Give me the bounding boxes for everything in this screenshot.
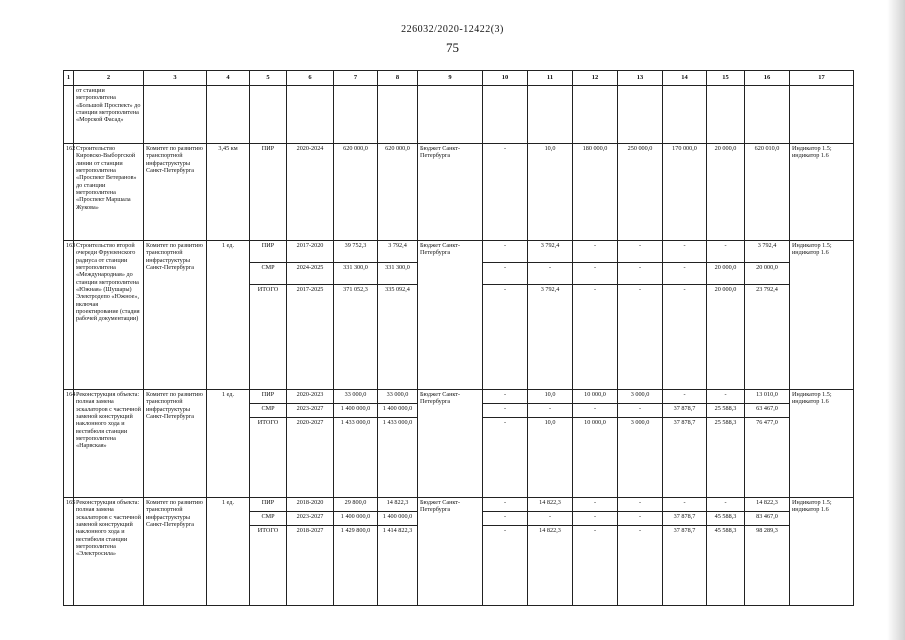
value-cell: - <box>483 263 528 285</box>
value-cell: 3 000,0 <box>618 418 663 498</box>
indicator: Индикатор 1.5; индикатор 1.6 <box>790 144 854 241</box>
column-header-row <box>64 71 854 86</box>
column-header: 8 <box>378 71 418 86</box>
remaining-cost: 14 822,3 <box>378 498 418 512</box>
value-cell: - <box>618 285 663 390</box>
remaining-cost: 1 400 000,0 <box>378 404 418 418</box>
work-type: ИТОГО <box>250 285 287 390</box>
remaining-cost: 331 300,0 <box>378 263 418 285</box>
column-header: 9 <box>418 71 483 86</box>
work-type: ПИР <box>250 241 287 263</box>
table-row <box>64 144 854 241</box>
value-cell: 37 878,7 <box>663 526 707 606</box>
value-cell: 250 000,0 <box>618 144 663 241</box>
period: 2018-2020 <box>287 498 334 512</box>
value-cell: 10,0 <box>528 144 573 241</box>
scan-edge-shadow <box>887 0 905 640</box>
value-cell: 170 000,0 <box>663 144 707 241</box>
remaining-cost: 33 000,0 <box>378 390 418 404</box>
work-type: ПИР <box>250 144 287 241</box>
value-cell: - <box>528 512 573 526</box>
value-cell: - <box>483 390 528 404</box>
value-cell: - <box>483 285 528 390</box>
value-cell: 3 792,4 <box>528 241 573 263</box>
value-cell: 20 000,0 <box>707 285 745 390</box>
object-name: Реконструкция объекта: полная замена эскалаторов с частичной заменой конструкций наклонного хода и вестибюля станции метрополитена «Электросила» <box>74 498 144 606</box>
value-cell: - <box>528 263 573 285</box>
value-cell: - <box>573 512 618 526</box>
agency: Комитет по развитию транспортной инфраструктуры Санкт-Петербурга <box>144 390 207 498</box>
work-type: ИТОГО <box>250 526 287 606</box>
value-cell: 25 588,3 <box>707 418 745 498</box>
value-cell: - <box>483 418 528 498</box>
column-header: 2 <box>74 71 144 86</box>
value-cell: 3 792,4 <box>745 241 790 263</box>
row-number: 164 <box>64 390 74 498</box>
column-header: 14 <box>663 71 707 86</box>
column-header: 4 <box>207 71 250 86</box>
period: 2023-2027 <box>287 404 334 418</box>
value-cell: - <box>618 263 663 285</box>
row-number: 163 <box>64 241 74 390</box>
period: 2020-2024 <box>287 144 334 241</box>
value-cell: - <box>618 512 663 526</box>
value-cell: 37 878,7 <box>663 512 707 526</box>
value-cell: 63 467,0 <box>745 404 790 418</box>
value-cell: - <box>573 285 618 390</box>
value-cell: - <box>573 404 618 418</box>
page-number: 75 <box>446 40 459 55</box>
value-cell: - <box>707 498 745 512</box>
column-header: 15 <box>707 71 745 86</box>
value-cell: - <box>483 144 528 241</box>
value-cell: - <box>707 241 745 263</box>
column-header: 16 <box>745 71 790 86</box>
table-row <box>64 241 854 263</box>
total-cost: 1 429 800,0 <box>334 526 378 606</box>
value-cell: 180 000,0 <box>573 144 618 241</box>
funding-source: Бюджет Санкт-Петербурга <box>418 144 483 241</box>
value-cell: - <box>663 498 707 512</box>
program-table-container <box>63 70 853 630</box>
value-cell: 14 822,3 <box>528 526 573 606</box>
unit: 1 ед. <box>207 390 250 498</box>
continuation-row <box>64 86 854 144</box>
value-cell: - <box>483 512 528 526</box>
agency: Комитет по развитию транспортной инфраструктуры Санкт-Петербурга <box>144 498 207 606</box>
object-name: Реконструкция объекта: полная замена эскалаторов с частичной заменой конструкций наклонного хода и вестибюля станции метрополитена «Нарвская» <box>74 390 144 498</box>
value-cell: - <box>618 241 663 263</box>
unit: 3,45 км <box>207 144 250 241</box>
period: 2020-2023 <box>287 390 334 404</box>
funding-source: Бюджет Санкт-Петербурга <box>418 498 483 606</box>
value-cell: 98 289,3 <box>745 526 790 606</box>
indicator: Индикатор 1.5; индикатор 1.6 <box>790 241 854 390</box>
row-number: 165 <box>64 498 74 606</box>
value-cell: 3 000,0 <box>618 390 663 404</box>
value-cell: 83 467,0 <box>745 512 790 526</box>
value-cell: 10,0 <box>528 418 573 498</box>
value-cell: - <box>573 263 618 285</box>
value-cell: - <box>618 498 663 512</box>
value-cell: 37 878,7 <box>663 418 707 498</box>
unit: 1 ед. <box>207 241 250 390</box>
column-header: 7 <box>334 71 378 86</box>
column-header: 6 <box>287 71 334 86</box>
value-cell: - <box>663 390 707 404</box>
value-cell: 45 588,3 <box>707 526 745 606</box>
column-header: 12 <box>573 71 618 86</box>
row-number: 162 <box>64 144 74 241</box>
total-cost: 371 052,3 <box>334 285 378 390</box>
value-cell: - <box>573 241 618 263</box>
value-cell: 3 792,4 <box>528 285 573 390</box>
remaining-cost: 1 433 000,0 <box>378 418 418 498</box>
document-id: 226032/2020-12422(3) <box>401 24 504 35</box>
value-cell: 45 588,3 <box>707 512 745 526</box>
period: 2024-2025 <box>287 263 334 285</box>
value-cell: - <box>483 526 528 606</box>
total-cost: 29 800,0 <box>334 498 378 512</box>
value-cell: 20 000,0 <box>745 263 790 285</box>
period: 2020-2027 <box>287 418 334 498</box>
remaining-cost: 335 092,4 <box>378 285 418 390</box>
value-cell: - <box>483 498 528 512</box>
value-cell: - <box>618 404 663 418</box>
value-cell: - <box>663 263 707 285</box>
period: 2017-2025 <box>287 285 334 390</box>
work-type: ИТОГО <box>250 418 287 498</box>
value-cell: 14 822,3 <box>528 498 573 512</box>
column-header: 3 <box>144 71 207 86</box>
indicator: Индикатор 1.5; индикатор 1.6 <box>790 498 854 606</box>
value-cell: 20 000,0 <box>707 263 745 285</box>
column-header: 10 <box>483 71 528 86</box>
object-name: от станции метрополитена «Большой Проспект» до станции метрополитена «Морской Фасад» <box>74 86 144 144</box>
work-type: СМР <box>250 263 287 285</box>
value-cell: - <box>707 390 745 404</box>
agency: Комитет по развитию транспортной инфраструктуры Санкт-Петербурга <box>144 241 207 390</box>
total-cost: 39 752,3 <box>334 241 378 263</box>
period: 2023-2027 <box>287 512 334 526</box>
column-header: 5 <box>250 71 287 86</box>
value-cell: - <box>573 498 618 512</box>
column-header: 13 <box>618 71 663 86</box>
value-cell: 10,0 <box>528 390 573 404</box>
value-cell: - <box>663 241 707 263</box>
total-cost: 1 400 000,0 <box>334 512 378 526</box>
value-cell: - <box>573 526 618 606</box>
value-cell: 14 822,3 <box>745 498 790 512</box>
remaining-cost: 620 000,0 <box>378 144 418 241</box>
value-cell: 13 010,0 <box>745 390 790 404</box>
value-cell: 25 588,3 <box>707 404 745 418</box>
value-cell: 23 792,4 <box>745 285 790 390</box>
work-type: СМР <box>250 512 287 526</box>
value-cell: - <box>483 404 528 418</box>
value-cell: - <box>528 404 573 418</box>
total-cost: 620 000,0 <box>334 144 378 241</box>
total-cost: 1 433 000,0 <box>334 418 378 498</box>
value-cell: 76 477,0 <box>745 418 790 498</box>
value-cell: - <box>618 526 663 606</box>
program-table <box>63 70 854 606</box>
object-name: Строительство Кировско-Выборгской линии от станции метрополитена «Проспект Ветеранов» до станции метрополитена «Проспект Маршала Жукова» <box>74 144 144 241</box>
work-type: СМР <box>250 404 287 418</box>
table-row <box>64 498 854 512</box>
table-row <box>64 390 854 404</box>
unit: 1 ед. <box>207 498 250 606</box>
value-cell: 37 878,7 <box>663 404 707 418</box>
value-cell: 10 000,0 <box>573 418 618 498</box>
object-name: Строительство второй очереди Фрунзенского радиуса от станции метрополитена «Международная» до станции метрополитена «Южная» (Шушары) Электродепо «Южное», включая проектирование (стадия рабочей документации) <box>74 241 144 390</box>
work-type: ПИР <box>250 498 287 512</box>
remaining-cost: 1 414 822,3 <box>378 526 418 606</box>
indicator: Индикатор 1.5; индикатор 1.6 <box>790 390 854 498</box>
value-cell: - <box>483 241 528 263</box>
period: 2017-2020 <box>287 241 334 263</box>
value-cell: 20 000,0 <box>707 144 745 241</box>
remaining-cost: 1 400 000,0 <box>378 512 418 526</box>
funding-source: Бюджет Санкт-Петербурга <box>418 390 483 498</box>
total-cost: 33 000,0 <box>334 390 378 404</box>
value-cell: - <box>663 285 707 390</box>
total-cost: 331 300,0 <box>334 263 378 285</box>
column-header: 11 <box>528 71 573 86</box>
value-cell: 620 010,0 <box>745 144 790 241</box>
value-cell: 10 000,0 <box>573 390 618 404</box>
funding-source: Бюджет Санкт-Петербурга <box>418 241 483 390</box>
agency: Комитет по развитию транспортной инфраструктуры Санкт-Петербурга <box>144 144 207 241</box>
work-type: ПИР <box>250 390 287 404</box>
column-header: 1 <box>64 71 74 86</box>
remaining-cost: 3 792,4 <box>378 241 418 263</box>
period: 2018-2027 <box>287 526 334 606</box>
column-header: 17 <box>790 71 854 86</box>
total-cost: 1 400 000,0 <box>334 404 378 418</box>
